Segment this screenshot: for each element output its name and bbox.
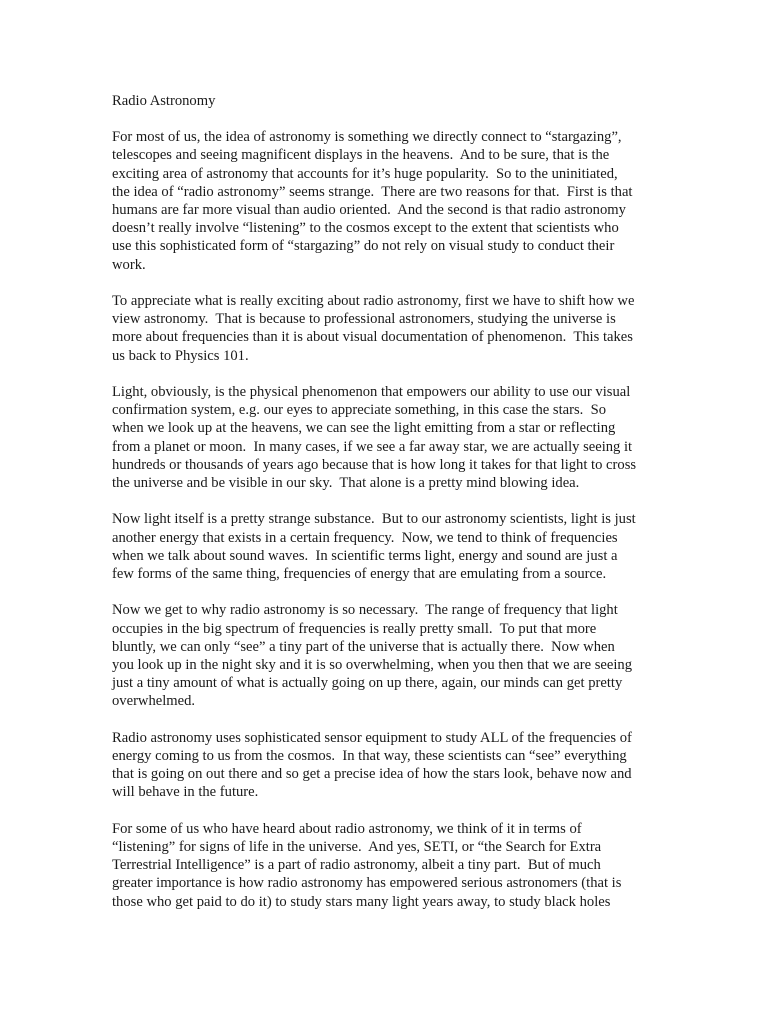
text-line: humans are far more visual than audio oriented. And the second is that radio astronomy <box>112 202 626 219</box>
text-line: Terrestrial Intelligence” is a part of radio astronomy, albeit a tiny part. But of much <box>112 857 601 874</box>
paragraph <box>112 510 652 583</box>
paragraph <box>112 601 652 710</box>
text-line: exciting area of astronomy that accounts for it’s huge popularity. So to the uninitiated, <box>112 165 618 182</box>
text-line: when we talk about sound waves. In scientific terms light, energy and sound are just a <box>112 547 618 564</box>
text-line: occupies in the big spectrum of frequencies is really pretty small. To put that more <box>112 620 597 637</box>
text-line: the idea of “radio astronomy” seems strange. There are two reasons for that. First is that <box>112 183 633 200</box>
text-line: from a planet or moon. In many cases, if we see a far away star, we are actually seeing it <box>112 438 633 455</box>
text-line: just a tiny amount of what is actually going on up there, again, our minds can get pretty <box>112 675 623 692</box>
text-line: work. <box>112 256 146 273</box>
text-line: To appreciate what is really exciting about radio astronomy, first we have to shift how we <box>112 293 635 310</box>
text-line: confirmation system, e.g. our eyes to appreciate something, in this case the stars. So <box>112 402 607 419</box>
paragraph <box>112 292 652 365</box>
text-line: the universe and be visible in our sky. That alone is a pretty mind blowing idea. <box>112 475 580 492</box>
text-line: greater importance is how radio astronomy has empowered serious astronomers (that is <box>112 875 622 892</box>
text-line: use this sophisticated form of “stargazing” do not rely on visual study to conduct their <box>112 238 615 255</box>
text-line: you look up in the night sky and it is so overwhelming, when you then that we are seeing <box>112 657 633 674</box>
text-line: more about frequencies than it is about visual documentation of phenomenon. This takes <box>112 329 633 346</box>
text-line: will behave in the future. <box>112 784 259 801</box>
text-line: Now we get to why radio astronomy is so necessary. The range of frequency that light <box>112 602 618 619</box>
document-title: Radio Astronomy <box>112 93 216 109</box>
document-body <box>112 128 652 911</box>
text-line: hundreds or thousands of years ago because that is how long it takes for that light to cross <box>112 456 637 473</box>
text-line: when we look up at the heavens, we can see the light emitting from a star or reflecting <box>112 420 616 437</box>
text-line: Now light itself is a pretty strange substance. But to our astronomy scientists, light is just <box>112 511 636 528</box>
text-line: For most of us, the idea of astronomy is something we directly connect to “stargazing”, <box>112 129 622 146</box>
text-line: another energy that exists in a certain frequency. Now, we tend to think of frequencies <box>112 529 618 546</box>
text-line: energy coming to us from the cosmos. In that way, these scientists can “see” everything <box>112 748 627 765</box>
text-line: those who get paid to do it) to study stars many light years away, to study black holes <box>112 893 611 910</box>
text-line: telescopes and seeing magnificent displays in the heavens. And to be sure, that is the <box>112 147 610 164</box>
text-line: few forms of the same thing, frequencies of energy that are emulating from a source. <box>112 566 607 583</box>
text-line: Radio astronomy uses sophisticated sensor equipment to study ALL of the frequencies of <box>112 729 632 746</box>
document-page <box>112 92 652 929</box>
paragraph <box>112 383 652 492</box>
text-line: For some of us who have heard about radio astronomy, we think of it in terms of <box>112 820 582 837</box>
text-line: “listening” for signs of life in the universe. And yes, SETI, or “the Search for Extra <box>112 839 602 856</box>
text-line: view astronomy. That is because to professional astronomers, studying the universe is <box>112 311 616 328</box>
paragraph <box>112 729 652 802</box>
text-line: overwhelmed. <box>112 693 196 710</box>
paragraph <box>112 820 652 911</box>
text-line: that is going on out there and so get a precise idea of how the stars look, behave now and <box>112 766 632 783</box>
text-line: Light, obviously, is the physical phenomenon that empowers our ability to use our visual <box>112 384 631 401</box>
text-line: doesn’t really involve “listening” to the cosmos except to the extent that scientists who <box>112 220 619 237</box>
text-line: bluntly, we can only “see” a tiny part of the universe that is actually there. Now when <box>112 638 615 655</box>
text-line: us back to Physics 101. <box>112 347 249 364</box>
paragraph <box>112 128 652 274</box>
